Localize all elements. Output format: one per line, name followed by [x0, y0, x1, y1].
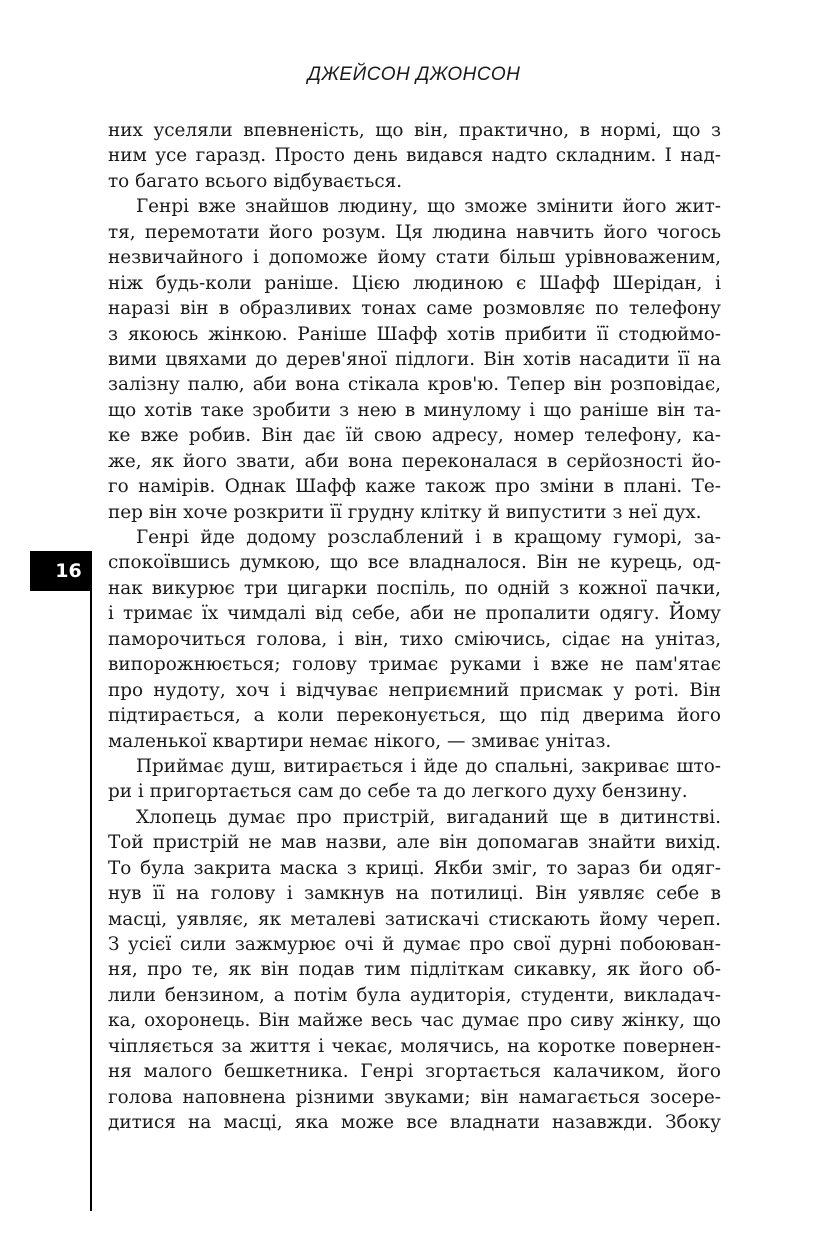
text-line: пер він хоче розкрити її грудну клітку й випустити з неї дух.: [108, 501, 702, 523]
text-line: про нудоту, хоч і відчуває неприємний присмак у роті. Він: [108, 679, 721, 701]
text-line: ним усе гаразд. Просто день видався надто складним. І над-: [108, 145, 721, 167]
text-line: масці, уявляє, як металеві затискачі стискають йому череп.: [108, 908, 721, 930]
text-line: тя, перемотати його розум. Ця людина навчить його чогось: [108, 221, 721, 243]
text-line: ри і пригортається сам до себе та до легкого духу бензину.: [108, 781, 688, 803]
text-line: Хлопець думає про пристрій, вигаданий ще в дитинстві.: [136, 806, 721, 828]
margin-rule: [90, 551, 92, 1211]
running-header: ДЖЕЙСОН ДЖОНСОН: [307, 64, 521, 85]
text-line: ня, про те, як він подав тим підліткам сикавку, як його об-: [108, 959, 721, 981]
text-line: З усієї сили зажмурює очі й думає про свої дурні побоюван-: [108, 934, 721, 955]
text-line: наразі він в образливих тонах саме розмовляє по телефону: [108, 298, 721, 320]
text-line: них уселяли впевненість, що він, практично, в нормі, що з: [108, 120, 721, 141]
text-line: нув її на голову і замкнув на потилиці. Він уявляє себе в: [108, 883, 721, 905]
text-line: нак викурює три цигарки поспіль, по одній з кожної пачки,: [108, 577, 721, 599]
text-line: залізну палю, аби вона стікала кров'ю. Тепер він розповідає,: [108, 374, 721, 396]
text-line: Генрі вже знайшов людину, що зможе змінити його жит-: [136, 196, 721, 218]
text-line: ніж будь-коли раніше. Цією людиною є Шафф Шерідан, і: [108, 272, 721, 294]
text-line: го намірів. Однак Шафф каже також про зміни в плані. Те-: [108, 476, 721, 498]
text-line: паморочиться голова, і він, тихо сміючись, сідає на унітаз,: [108, 628, 721, 650]
text-line: же, як його звати, аби вона переконалася в серйозності йо-: [108, 450, 721, 472]
text-line: і тримає їх чимдалі від себе, аби не пропалити одягу. Йому: [108, 603, 721, 625]
body-text: [108, 118, 721, 1136]
text-line: То була закрита маска з криці. Якби зміг, то зараз би одяг-: [108, 857, 721, 879]
text-line: незвичайного і допоможе йому стати більш урівноваженим,: [108, 247, 721, 269]
text-line: голова наповнена різними звуками; він намагається зосере-: [108, 1086, 721, 1108]
text-line: вими цвяхами до дерев'яної підлоги. Він хотів насадити її на: [108, 348, 721, 370]
page-number: 16: [55, 560, 82, 582]
text-line: чіпляється за життя і чекає, молячись, на коротке повернен-: [108, 1035, 721, 1057]
text-line: випорожнюється; голову тримає руками і вже не пам'ятає: [108, 654, 721, 676]
text-line: то багато всього відбувається.: [108, 170, 403, 192]
text-line: лили бензином, а потім була аудиторія, студенти, викладач-: [108, 984, 721, 1006]
text-line: ке вже робив. Він дає їй свою адресу, номер телефону, ка-: [108, 425, 721, 447]
text-line: що хотів таке зробити з нею в минулому і що раніше він та-: [108, 399, 721, 421]
text-line: маленької квартири немає нікого, — змиває унітаз.: [108, 730, 612, 752]
text-line: спокоївшись думкою, що все владналося. Він не курець, од-: [108, 552, 721, 574]
text-line: ка, охоронець. Він майже весь час думає про сиву жінку, що: [108, 1010, 721, 1032]
text-line: дитися на масці, яка може все владнати назавжди. Збоку: [108, 1112, 721, 1134]
text-line: з якоюсь жінкою. Раніше Шафф хотів прибити її стодюймо-: [108, 323, 721, 345]
page-number-tab: [30, 551, 91, 591]
text-line: Генрі йде додому розслаблений і в кращому гуморі, за-: [136, 527, 721, 548]
text-line: ня малого бешкетника. Генрі згортається калачиком, його: [108, 1061, 721, 1083]
text-line: підтирається, а коли переконується, що під дверима його: [108, 705, 721, 727]
text-line: Той пристрій не мав назви, але він допомагав знайти вихід.: [108, 832, 721, 854]
text-line: Приймає душ, витирається і йде до спальні, закриває што-: [136, 755, 721, 777]
